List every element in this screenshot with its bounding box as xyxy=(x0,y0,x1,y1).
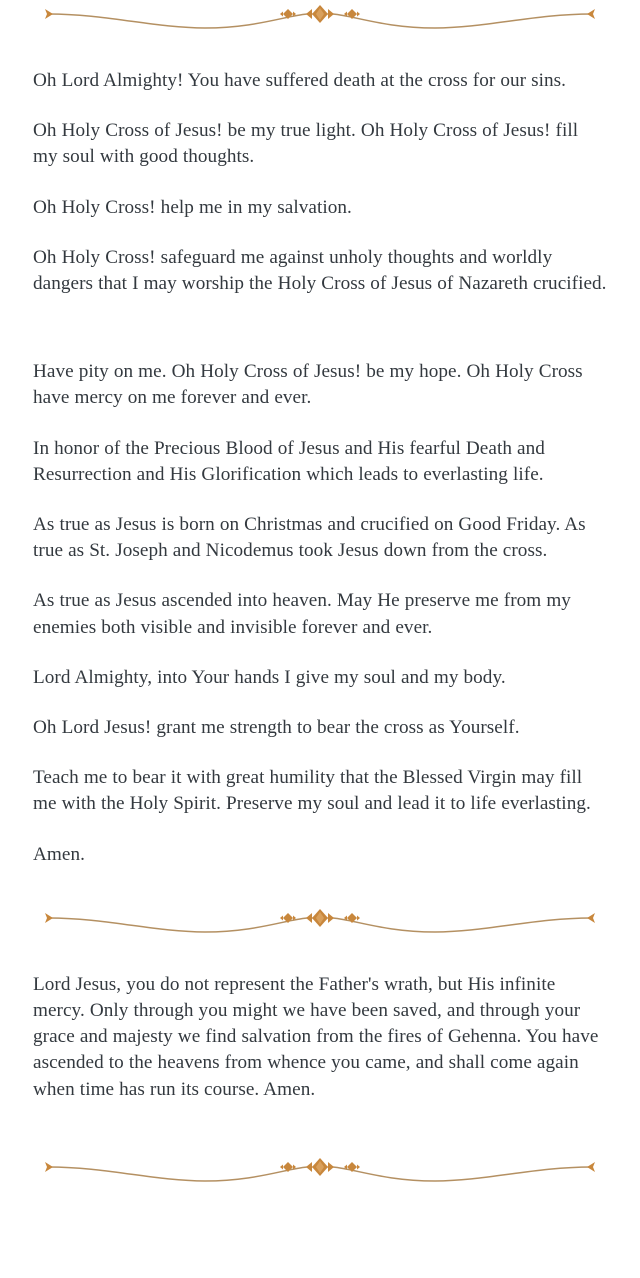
divider-right-endpoint-icon xyxy=(587,1162,595,1172)
small-diamond-left xyxy=(280,913,296,923)
ornamental-divider-middle xyxy=(35,906,605,936)
paragraph: Lord Almighty, into Your hands I give my soul and my body. xyxy=(33,666,506,688)
prayer-two-body xyxy=(0,972,640,1103)
document-page xyxy=(0,2,640,1278)
paragraph: Oh Holy Cross! safeguard me against unholy thoughts and worldly dangers that I may worship the Holy Cross of Jesus of Nazareth crucified. xyxy=(33,246,607,295)
divider-left-endpoint-icon xyxy=(45,9,53,19)
divider-center-ornament-icon xyxy=(280,5,360,23)
small-diamond-right xyxy=(344,913,360,923)
small-diamond-right xyxy=(344,1162,360,1172)
center-diamond-cluster xyxy=(306,5,334,23)
divider-left-endpoint-icon xyxy=(45,913,53,923)
divider-center-ornament-icon xyxy=(280,909,360,927)
paragraph: As true as Jesus ascended into heaven. May He preserve me from my enemies both visible and invisible forever and ever. xyxy=(33,590,571,638)
center-diamond-cluster xyxy=(306,1158,334,1176)
paragraph: Oh Holy Cross of Jesus! be my true light. Oh Holy Cross of Jesus! fill my soul with good thoughts. xyxy=(33,120,579,168)
small-diamond-left xyxy=(280,1162,296,1172)
center-diamond-cluster xyxy=(306,909,334,927)
paragraph: Lord Jesus, you do not represent the Father's wrath, but His infinite mercy. Only through you might we have been saved, and through your grace and majesty we find salvation from the fires of Gehenna. You have ascended to the heavens from whence you came, and shall come again when time has run its course. Amen. xyxy=(33,973,599,1100)
paragraph: Teach me to bear it with great humility that the Blessed Virgin may fill me with the Holy Spirit. Preserve my soul and lead it to life everlasting. xyxy=(33,767,591,815)
paragraph: As true as Jesus is born on Christmas and crucified on Good Friday. As true as St. Joseph and Nicodemus took Jesus down from the cross. xyxy=(33,514,586,562)
prayer-one-body xyxy=(0,68,640,868)
divider-center-ornament-icon xyxy=(280,1158,360,1176)
spacer-after-top-divider xyxy=(0,32,640,68)
ornamental-divider-top xyxy=(35,2,605,32)
small-diamond-left xyxy=(280,9,296,19)
paragraph-amen: Amen. xyxy=(33,843,85,865)
small-diamond-right xyxy=(344,9,360,19)
spacer-before-bottom-divider xyxy=(0,1127,640,1155)
spacer-before-middle-divider xyxy=(0,892,640,906)
paragraph: Oh Lord Almighty! You have suffered death at the cross for our sins. xyxy=(33,70,567,91)
paragraph: Have pity on me. Oh Holy Cross of Jesus! be my hope. Oh Holy Cross have mercy on me forever and ever. xyxy=(33,361,583,409)
paragraph: Oh Lord Jesus! grant me strength to bear the cross as Yourself. xyxy=(33,717,520,739)
ornamental-divider-bottom xyxy=(35,1155,605,1185)
spacer-after-middle-divider xyxy=(0,936,640,972)
paragraph: In honor of the Precious Blood of Jesus and His fearful Death and Resurrection and His Glorification which leads to everlasting life. xyxy=(33,437,545,485)
divider-right-endpoint-icon xyxy=(587,9,595,19)
paragraph: Oh Holy Cross! help me in my salvation. xyxy=(33,196,352,218)
divider-right-endpoint-icon xyxy=(587,913,595,923)
divider-left-endpoint-icon xyxy=(45,1162,53,1172)
